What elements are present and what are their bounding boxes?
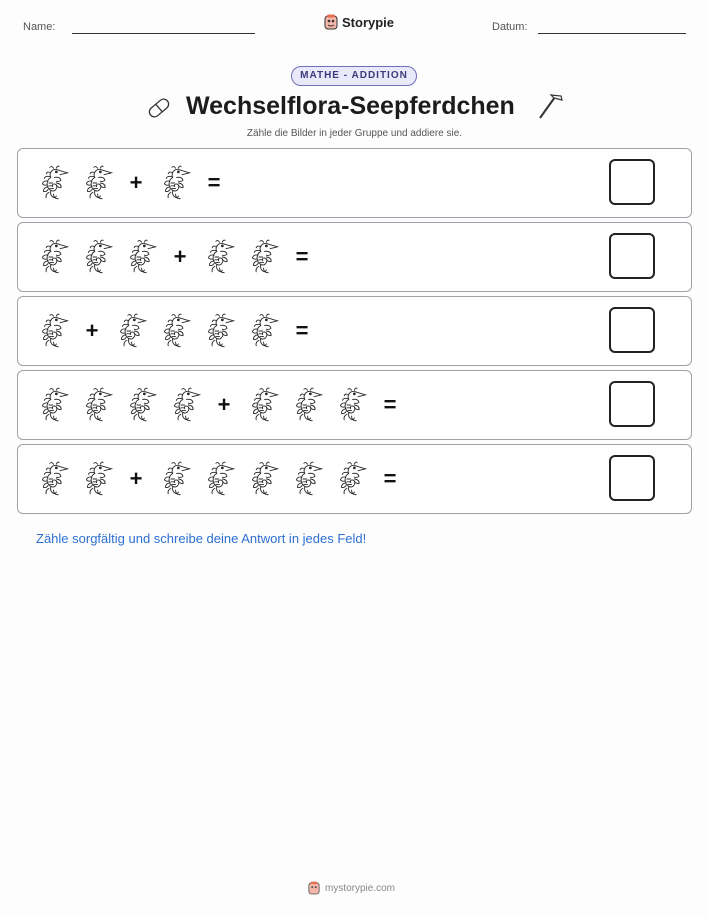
equals-sign: =: [295, 244, 309, 269]
seahorse-icon: [202, 460, 239, 498]
page-title: Wechselflora-Seepferdchen: [186, 92, 515, 120]
brand-name: Storypie: [342, 14, 395, 30]
seahorse-icon: [36, 460, 73, 498]
footer: [308, 881, 395, 895]
seahorse-icon: [80, 386, 117, 424]
equals-sign: =: [295, 318, 309, 343]
pill-icon: [144, 93, 174, 123]
seahorse-icon: [202, 312, 239, 350]
instruction-text: Zähle sorgfältig und schreibe deine Antwort in jedes Feld!: [36, 531, 367, 546]
answer-box[interactable]: [609, 307, 655, 353]
problem-row: [17, 370, 692, 440]
seahorse-icon: [36, 386, 73, 424]
date-label: Datum:: [492, 21, 528, 33]
brand: [324, 14, 394, 30]
seahorse-icon: [246, 386, 283, 424]
name-line[interactable]: [72, 33, 255, 34]
storypie-logo-icon: [308, 881, 320, 895]
storypie-logo-icon: [324, 14, 338, 30]
seahorse-icon: [124, 386, 161, 424]
answer-box[interactable]: [609, 381, 655, 427]
seahorse-icon: [158, 460, 195, 498]
seahorse-icon: [334, 460, 371, 498]
plus-sign: +: [173, 244, 187, 269]
site-url: mystorypie.com: [325, 882, 396, 894]
name-label: Name:: [23, 21, 56, 33]
equals-sign: =: [383, 466, 397, 491]
seahorse-icon: [246, 460, 283, 498]
equals-sign: =: [207, 170, 221, 195]
seahorse-icon: [124, 238, 161, 276]
hammer-icon: [535, 92, 565, 122]
subtitle: Zähle die Bilder in jeder Gruppe und addiere sie.: [246, 128, 463, 139]
answer-box[interactable]: [609, 159, 655, 205]
seahorse-icon: [334, 386, 371, 424]
problem-row: [17, 296, 692, 366]
seahorse-icon: [246, 238, 283, 276]
problem-row: [17, 222, 692, 292]
seahorse-icon: [246, 312, 283, 350]
seahorse-icon: [36, 238, 73, 276]
seahorse-icon: [290, 386, 327, 424]
plus-sign: +: [217, 392, 231, 417]
seahorse-icon: [36, 164, 73, 202]
problem-items: [36, 149, 236, 217]
problem-row: [17, 148, 692, 218]
plus-sign: +: [129, 466, 143, 491]
seahorse-icon: [202, 238, 239, 276]
seahorse-icon: [168, 386, 205, 424]
answer-box[interactable]: [609, 455, 655, 501]
seahorse-icon: [80, 238, 117, 276]
equals-sign: =: [383, 392, 397, 417]
plus-sign: +: [85, 318, 99, 343]
problem-row: [17, 444, 692, 514]
problem-items: [36, 297, 324, 365]
date-line[interactable]: [538, 33, 686, 34]
problem-items: [36, 223, 324, 291]
seahorse-icon: [114, 312, 151, 350]
seahorse-icon: [158, 312, 195, 350]
problem-items: [36, 371, 412, 439]
seahorse-icon: [80, 164, 117, 202]
category-badge: MATHE - ADDITION: [291, 66, 417, 86]
plus-sign: +: [129, 170, 143, 195]
answer-box[interactable]: [609, 233, 655, 279]
seahorse-icon: [36, 312, 73, 350]
seahorse-icon: [290, 460, 327, 498]
seahorse-icon: [80, 460, 117, 498]
seahorse-icon: [158, 164, 195, 202]
problem-items: [36, 445, 412, 513]
